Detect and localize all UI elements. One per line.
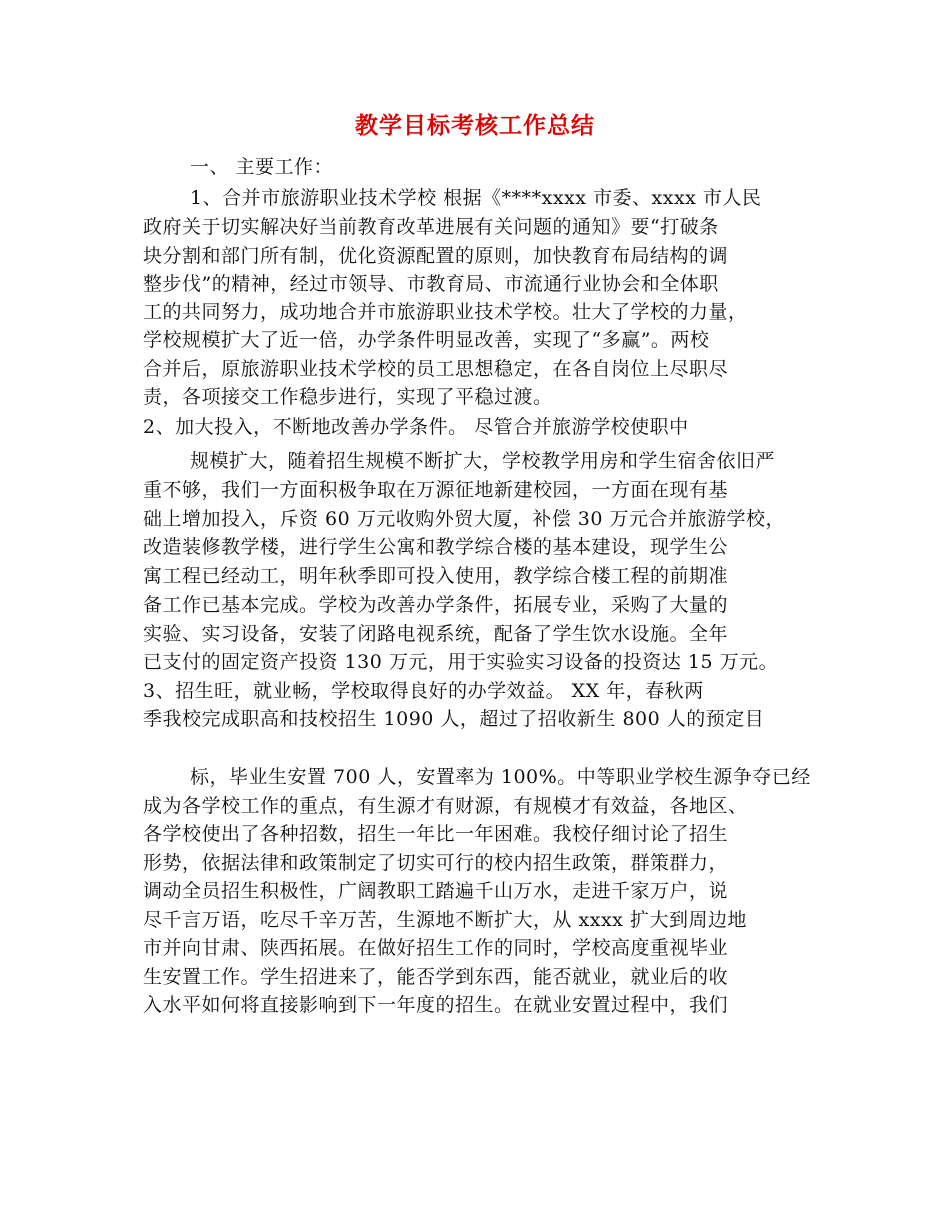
text-line: 形势，依据法律和政策制定了切实可行的校内招生政策，群策群力，	[143, 852, 729, 874]
text-line: 2、加大投入，不断地改善办学条件。 尽管合并旅游学校使职中	[143, 416, 689, 438]
text-line: 工的共同努力，成功地合并市旅游职业技术学校。壮大了学校的力量，	[143, 301, 748, 323]
text-line: 成为各学校工作的重点，有生源才有财源，有规模才有效益，各地区、	[143, 795, 748, 817]
text-line: 1、合并市旅游职业技术学校 根据《****xxxx 市委、xxxx 市人民	[190, 187, 762, 209]
text-line: 备工作已基本完成。学校为改善办学条件，拓展专业，采购了大量的	[143, 594, 729, 616]
text-line: 改造装修教学楼，进行学生公寓和教学综合楼的基本建设，现学生公	[143, 536, 729, 558]
text-line: 础上增加投入，斥资 60 万元收购外贸大厦，补偿 30 万元合并旅游学校，	[143, 508, 786, 530]
text-line: 标，毕业生安置 700 人，安置率为 100%。中等职业学校生源争夺已经	[190, 766, 811, 788]
text-line: 合并后，原旅游职业技术学校的员工思想稳定，在各自岗位上尽职尽	[143, 358, 729, 380]
text-line: 寓工程已经动工，明年秋季即可投入使用，教学综合楼工程的前期准	[143, 565, 729, 587]
text-line: 规模扩大，随着招生规模不断扩大，学校教学用房和学生宿舍依旧严	[190, 450, 776, 472]
text-line: 学校规模扩大了近一倍，办学条件明显改善，实现了“多赢”。两校	[143, 329, 710, 351]
text-line: 责，各项接交工作稳步进行，实现了平稳过渡。	[143, 386, 553, 408]
text-line: 已支付的固定资产投资 130 万元，用于实验实习设备的投资达 15 万元。	[143, 651, 779, 673]
text-line: 季我校完成职高和技校招生 1090 人，超过了招收新生 800 人的预定目	[143, 708, 765, 730]
text-line: 一、 主要工作：	[190, 156, 334, 178]
document-title: 教学目标考核工作总结	[355, 113, 595, 139]
text-line: 尽千言万语，吃尽千辛万苦，生源地不断扩大，从 xxxx 扩大到周边地	[143, 909, 747, 931]
text-line: 实验、实习设备，安装了闭路电视系统，配备了学生饮水设施。全年	[143, 623, 729, 645]
text-line: 块分割和部门所有制，优化资源配置的原则，加快教育布局结构的调	[143, 245, 729, 267]
text-line: 重不够，我们一方面积极争取在万源征地新建校园，一方面在现有基	[143, 479, 729, 501]
text-line: 生安置工作。学生招进来了，能否学到东西，能否就业，就业后的收	[143, 966, 729, 988]
text-line: 市并向甘肃、陕西拓展。在做好招生工作的同时，学校高度重视毕业	[143, 937, 729, 959]
text-line: 调动全员招生积极性，广阔教职工踏遍千山万水，走进千家万户，说	[143, 880, 729, 902]
text-line: 入水平如何将直接影响到下一年度的招生。在就业安置过程中，我们	[143, 994, 729, 1016]
text-line: 3、招生旺，就业畅，学校取得良好的办学效益。 XX 年，春秋两	[143, 680, 704, 702]
text-line: 整步伐”的精神，经过市领导、市教育局、市流通行业协会和全体职	[143, 273, 719, 295]
text-line: 政府关于切实解决好当前教育改革进展有关问题的通知》要“打破条	[143, 216, 719, 238]
text-line: 各学校使出了各种招数，招生一年比一年困难。我校仔细讨论了招生	[143, 823, 729, 845]
